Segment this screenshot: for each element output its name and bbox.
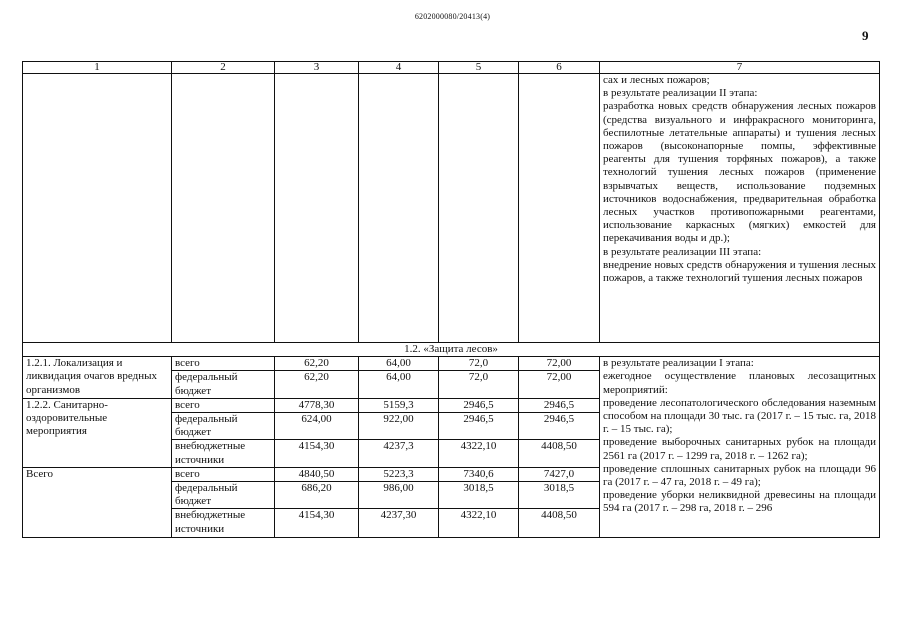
funding-source: внебюджетные источники (172, 440, 275, 467)
value-2019: 4322,10 (439, 440, 519, 467)
empty-cell (172, 74, 275, 343)
activity-name: 1.2.1. Локализация и ликвидация очагов вредных организмов (23, 357, 172, 399)
value-2017: 4154,30 (275, 440, 359, 467)
section-header-row (23, 343, 880, 357)
value-2019: 72,0 (439, 357, 519, 371)
value-2017: 62,20 (275, 371, 359, 398)
funding-source: всего (172, 467, 275, 481)
column-header: 4 (359, 62, 439, 74)
value-2018: 64,00 (359, 357, 439, 371)
empty-cell (439, 74, 519, 343)
value-2019: 2946,5 (439, 413, 519, 440)
value-2018: 986,00 (359, 482, 439, 509)
value-2018: 922,00 (359, 413, 439, 440)
value-2017: 4778,30 (275, 398, 359, 412)
empty-cell (359, 74, 439, 343)
program-table (22, 61, 880, 538)
document-id: 6202000080/20413(4) (414, 12, 491, 21)
empty-cell (275, 74, 359, 343)
empty-cell (23, 74, 172, 343)
value-2017: 62,20 (275, 357, 359, 371)
funding-source: всего (172, 398, 275, 412)
funding-source: внебюджетные источники (172, 509, 275, 538)
value-2017: 686,20 (275, 482, 359, 509)
column-header: 6 (519, 62, 600, 74)
column-header: 2 (172, 62, 275, 74)
funding-source: федеральный бюджет (172, 371, 275, 398)
value-2020: 4408,50 (519, 509, 600, 538)
value-2019: 7340,6 (439, 467, 519, 481)
value-2020: 2946,5 (519, 413, 600, 440)
value-2019: 2946,5 (439, 398, 519, 412)
section-title: 1.2. «Защита лесов» (23, 343, 880, 357)
continuation-row (23, 74, 880, 343)
value-2020: 72,00 (519, 357, 600, 371)
value-2018: 4237,3 (359, 440, 439, 467)
table-row (23, 357, 880, 371)
page-number: 9 (862, 28, 869, 43)
activity-name: Всего (23, 467, 172, 538)
funding-source: всего (172, 357, 275, 371)
column-header: 1 (23, 62, 172, 74)
funding-source: федеральный бюджет (172, 413, 275, 440)
value-2018: 5223,3 (359, 467, 439, 481)
column-header: 7 (600, 62, 880, 74)
value-2018: 4237,30 (359, 509, 439, 538)
funding-source: федеральный бюджет (172, 482, 275, 509)
value-2018: 5159,3 (359, 398, 439, 412)
value-2019: 72,0 (439, 371, 519, 398)
activity-name: 1.2.2. Санитарно-оздоровительные мероприятия (23, 398, 172, 467)
value-2017: 4840,50 (275, 467, 359, 481)
value-2017: 624,00 (275, 413, 359, 440)
empty-cell (519, 74, 600, 343)
value-2020: 4408,50 (519, 440, 600, 467)
value-2019: 3018,5 (439, 482, 519, 509)
column-header: 3 (275, 62, 359, 74)
column-number-row (23, 62, 880, 74)
value-2020: 7427,0 (519, 467, 600, 481)
value-2020: 2946,5 (519, 398, 600, 412)
value-2018: 64,00 (359, 371, 439, 398)
value-2017: 4154,30 (275, 509, 359, 538)
value-2020: 3018,5 (519, 482, 600, 509)
value-2019: 4322,10 (439, 509, 519, 538)
value-2020: 72,00 (519, 371, 600, 398)
expected-results-text: в результате реализации I этапа: ежегодное осуществление плановых лесозащитных мероприятий: проведение лесопатологического обследования наземным способом на площади 30 тыс. га (2017 г. – 15 тыс. га, 2018 г. – 15 тыс. га); проведение выборочных санитарных рубок на площади 2561 га (2017 г. – 1299 га, 2018 г. – 1262 га); проведение сплошных санитарных рубок на площади 96 га (2017 г. – 47 га, 2018 г. – 49 га); проведение уборки неликвидной древесины на площади 594 га (2017 г. – 298 га, 2018 г. – 296 (600, 357, 880, 538)
expected-results-text: сах и лесных пожаров; в результате реализации II этапа: разработка новых средств обнаружения лесных пожаров (средства визуального и инфракрасного мониторинга, беспилотные летательные аппараты) и тушения лесных пожаров (высоконапорные помпы, эффективные реагенты для тушения торфяных пожаров), а также технологий тушения лесных пожаров (применение взрывчатых веществ, использование подземных источников водоснабжения, предварительная обработка лесных участков противопожарными реагентами, использование каркасных (мягких) емкостей для перекачивания воды и др.); в результате реализации III этапа: внедрение новых средств обнаружения и тушения лесных пожаров, а также технологий тушения лесных пожаров (600, 74, 880, 343)
column-header: 5 (439, 62, 519, 74)
